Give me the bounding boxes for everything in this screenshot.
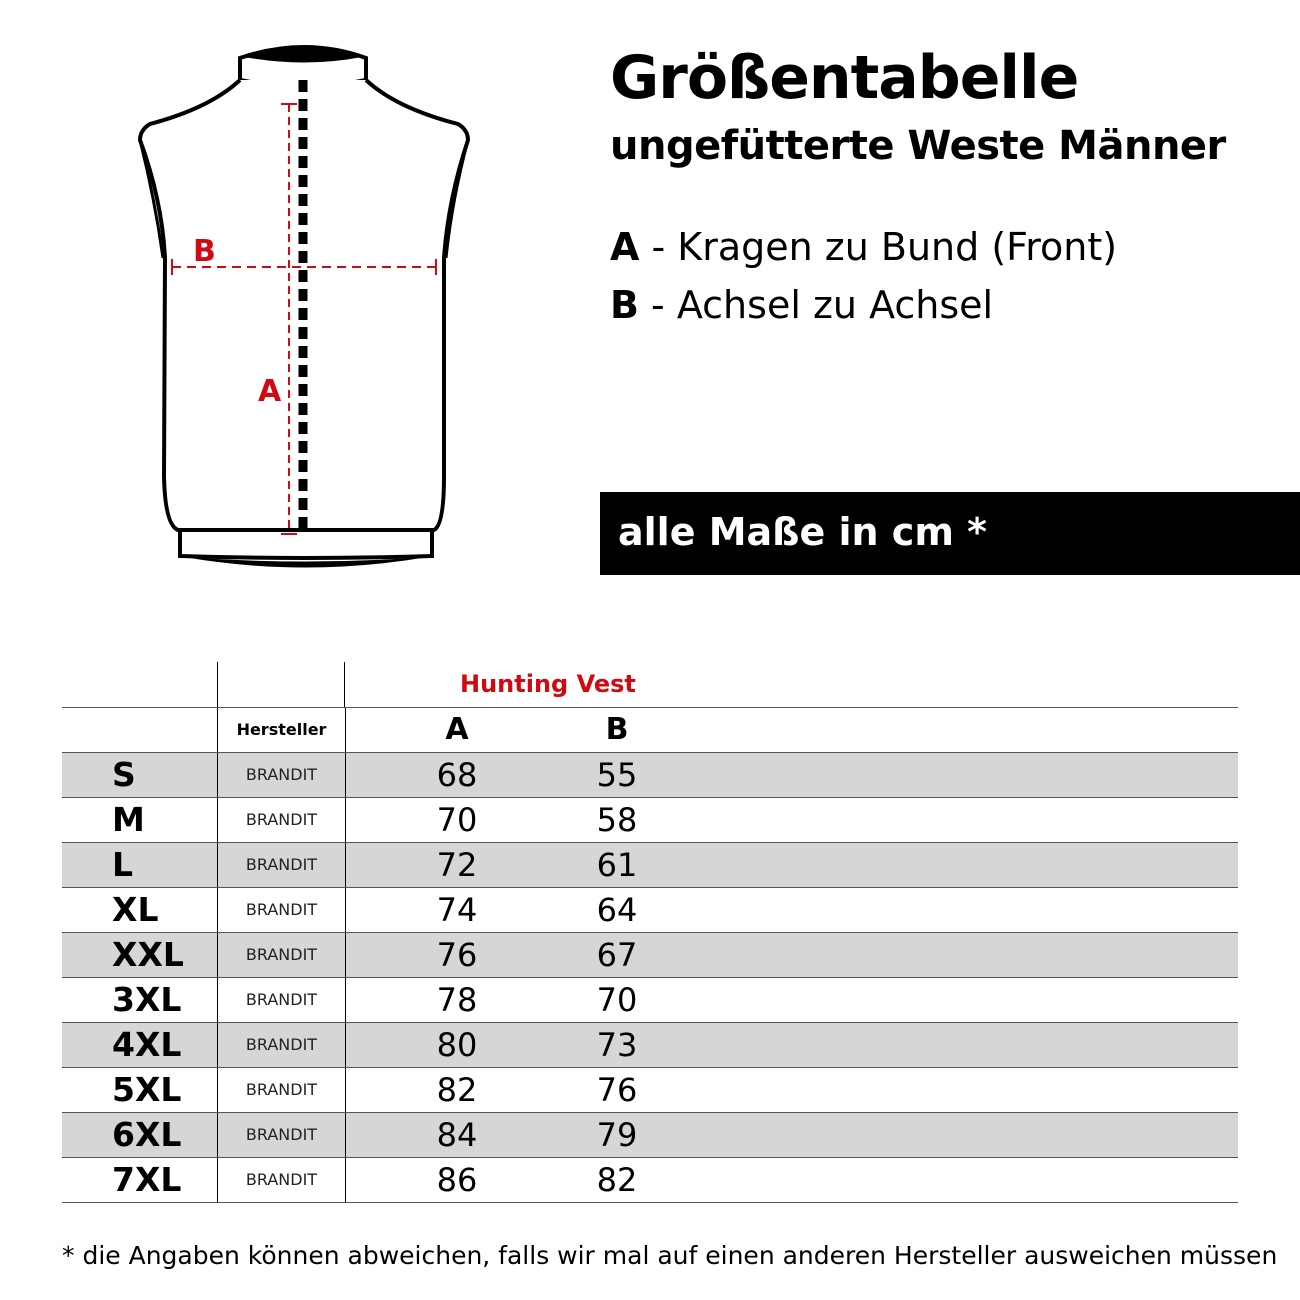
measure-a-cell: 76 — [436, 936, 478, 974]
size-cell: 6XL — [112, 1115, 182, 1154]
manufacturer-cell: BRANDIT — [217, 1113, 346, 1157]
table-row — [62, 752, 1238, 797]
manufacturer-cell: BRANDIT — [217, 888, 346, 932]
product-name: Hunting Vest — [460, 670, 636, 698]
size-cell: 3XL — [112, 980, 182, 1019]
manufacturer-cell: BRANDIT — [217, 843, 346, 887]
legend-text: - Achsel zu Achsel — [638, 283, 994, 327]
manufacturer-cell: BRANDIT — [217, 753, 346, 797]
size-cell: XXL — [112, 935, 184, 974]
measure-a-cell: 70 — [436, 801, 478, 839]
table-row — [62, 842, 1238, 887]
table-row — [62, 1067, 1238, 1112]
page-subtitle: ungefütterte Weste Männer — [610, 123, 1226, 169]
measure-b-cell: 73 — [596, 1026, 638, 1064]
measure-b-cell: 79 — [596, 1116, 638, 1154]
size-cell: XL — [112, 890, 159, 929]
measure-a-cell: 86 — [436, 1161, 478, 1199]
size-cell: L — [112, 845, 134, 884]
measure-b-label: B — [193, 234, 216, 269]
measure-a-cell: 74 — [436, 891, 478, 929]
header-manufacturer: Hersteller — [217, 708, 346, 752]
measure-b-cell: 82 — [596, 1161, 638, 1199]
measure-a-cell: 80 — [436, 1026, 478, 1064]
size-table — [62, 662, 1238, 1203]
measure-a-cell: 78 — [436, 981, 478, 1019]
units-banner-text: alle Maße in cm * — [618, 510, 988, 554]
vest-diagram — [0, 0, 600, 600]
size-cell: 5XL — [112, 1070, 182, 1109]
footnote: * die Angaben können abweichen, falls wir mal auf einen anderen Hersteller ausweichen müssen — [62, 1241, 1278, 1270]
measure-a-label: A — [258, 374, 282, 409]
size-cell: 7XL — [112, 1160, 182, 1199]
measure-b-cell: 70 — [596, 981, 638, 1019]
measure-a-cell: 84 — [436, 1116, 478, 1154]
table-group-header — [62, 662, 1238, 707]
measure-a-cell: 68 — [436, 756, 478, 794]
manufacturer-cell: BRANDIT — [217, 1023, 346, 1067]
measure-b-cell: 55 — [596, 756, 638, 794]
measure-b-cell: 67 — [596, 936, 638, 974]
table-row — [62, 797, 1238, 842]
legend-item-a — [610, 225, 1118, 269]
table-row — [62, 1112, 1238, 1157]
manufacturer-cell: BRANDIT — [217, 933, 346, 977]
measure-a-cell: 82 — [436, 1071, 478, 1109]
size-cell: S — [112, 755, 136, 794]
measure-b-cell: 61 — [596, 846, 638, 884]
header-b: B — [605, 712, 629, 747]
table-header-row — [62, 707, 1238, 752]
measure-b-cell: 76 — [596, 1071, 638, 1109]
header-a: A — [445, 712, 469, 747]
units-banner — [600, 492, 1300, 575]
table-row — [62, 887, 1238, 932]
size-cell: 4XL — [112, 1025, 182, 1064]
legend-text: - Kragen zu Bund (Front) — [639, 225, 1118, 269]
manufacturer-cell: BRANDIT — [217, 1158, 346, 1202]
column-divider — [344, 662, 345, 707]
manufacturer-cell: BRANDIT — [217, 978, 346, 1022]
measure-a-cell: 72 — [436, 846, 478, 884]
legend-item-b — [610, 283, 994, 327]
measure-b-cell: 58 — [596, 801, 638, 839]
table-row — [62, 1157, 1238, 1203]
manufacturer-cell: BRANDIT — [217, 798, 346, 842]
manufacturer-cell: BRANDIT — [217, 1068, 346, 1112]
table-row — [62, 977, 1238, 1022]
legend-key: B — [610, 283, 639, 327]
page-title: Größentabelle — [610, 43, 1079, 113]
size-cell: M — [112, 800, 145, 839]
table-row — [62, 932, 1238, 977]
measure-b-cell: 64 — [596, 891, 638, 929]
table-row — [62, 1022, 1238, 1067]
legend-key: A — [610, 225, 640, 269]
table-body — [62, 752, 1238, 1203]
column-divider — [217, 662, 218, 707]
vest-hem — [180, 530, 432, 558]
